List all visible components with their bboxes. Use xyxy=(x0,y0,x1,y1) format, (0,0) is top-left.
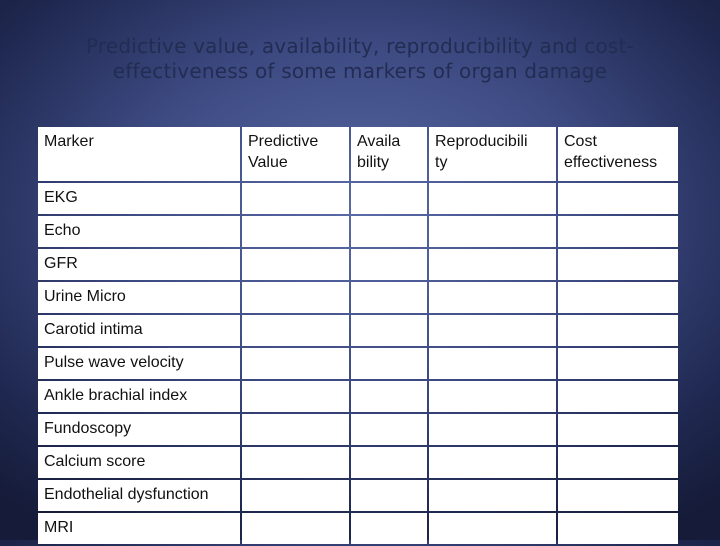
empty-cell xyxy=(429,480,556,511)
empty-cell xyxy=(558,249,678,280)
empty-cell xyxy=(558,414,678,445)
empty-cell xyxy=(351,315,427,346)
marker-cell: GFR xyxy=(38,249,240,280)
table-row xyxy=(38,216,678,247)
empty-cell xyxy=(429,414,556,445)
empty-cell xyxy=(558,282,678,313)
table-row xyxy=(38,183,678,214)
empty-cell xyxy=(429,447,556,478)
empty-cell xyxy=(558,447,678,478)
empty-cell xyxy=(558,183,678,214)
table-row xyxy=(38,315,678,346)
empty-cell xyxy=(351,348,427,379)
header-reproducibility: Reproducibili ty xyxy=(429,127,556,181)
table-row xyxy=(38,348,678,379)
marker-cell: Ankle brachial index xyxy=(38,381,240,412)
empty-cell xyxy=(429,315,556,346)
empty-cell xyxy=(558,513,678,544)
empty-cell xyxy=(558,216,678,247)
header-availability: Availa bility xyxy=(351,127,427,181)
markers-table xyxy=(36,125,680,546)
marker-cell: Echo xyxy=(38,216,240,247)
marker-cell: Fundoscopy xyxy=(38,414,240,445)
empty-cell xyxy=(242,414,349,445)
table-row xyxy=(38,282,678,313)
empty-cell xyxy=(242,249,349,280)
empty-cell xyxy=(242,282,349,313)
empty-cell xyxy=(242,447,349,478)
marker-cell: Calcium score xyxy=(38,447,240,478)
slide-title-line-2: effectiveness of some markers of organ damage xyxy=(112,59,608,83)
empty-cell xyxy=(429,183,556,214)
marker-cell: Urine Micro xyxy=(38,282,240,313)
empty-cell xyxy=(351,480,427,511)
empty-cell xyxy=(558,480,678,511)
empty-cell xyxy=(351,183,427,214)
empty-cell xyxy=(351,447,427,478)
marker-cell: Carotid intima xyxy=(38,315,240,346)
empty-cell xyxy=(242,216,349,247)
empty-cell xyxy=(351,381,427,412)
table-row xyxy=(38,447,678,478)
empty-cell xyxy=(429,348,556,379)
empty-cell xyxy=(351,513,427,544)
marker-cell: EKG xyxy=(38,183,240,214)
empty-cell xyxy=(242,348,349,379)
empty-cell xyxy=(429,282,556,313)
table-row xyxy=(38,249,678,280)
table-header-row xyxy=(38,127,678,181)
empty-cell xyxy=(242,183,349,214)
marker-cell: MRI xyxy=(38,513,240,544)
slide-title xyxy=(40,34,680,84)
table-row xyxy=(38,414,678,445)
empty-cell xyxy=(242,315,349,346)
slide-title-line-1: Predictive value, availability, reproducibility and cost- xyxy=(86,34,634,58)
header-marker: Marker xyxy=(38,127,240,181)
marker-cell: Pulse wave velocity xyxy=(38,348,240,379)
empty-cell xyxy=(429,249,556,280)
empty-cell xyxy=(429,513,556,544)
empty-cell xyxy=(242,381,349,412)
empty-cell xyxy=(429,216,556,247)
empty-cell xyxy=(429,381,556,412)
header-cost-effectiveness: Cost effectiveness xyxy=(558,127,678,181)
empty-cell xyxy=(558,381,678,412)
header-predictive-value: Predictive Value xyxy=(242,127,349,181)
empty-cell xyxy=(558,348,678,379)
empty-cell xyxy=(558,315,678,346)
table-row xyxy=(38,513,678,544)
empty-cell xyxy=(242,513,349,544)
table-row xyxy=(38,381,678,412)
empty-cell xyxy=(351,282,427,313)
empty-cell xyxy=(242,480,349,511)
empty-cell xyxy=(351,414,427,445)
marker-cell: Endothelial dysfunction xyxy=(38,480,240,511)
empty-cell xyxy=(351,216,427,247)
table-row xyxy=(38,480,678,511)
empty-cell xyxy=(351,249,427,280)
